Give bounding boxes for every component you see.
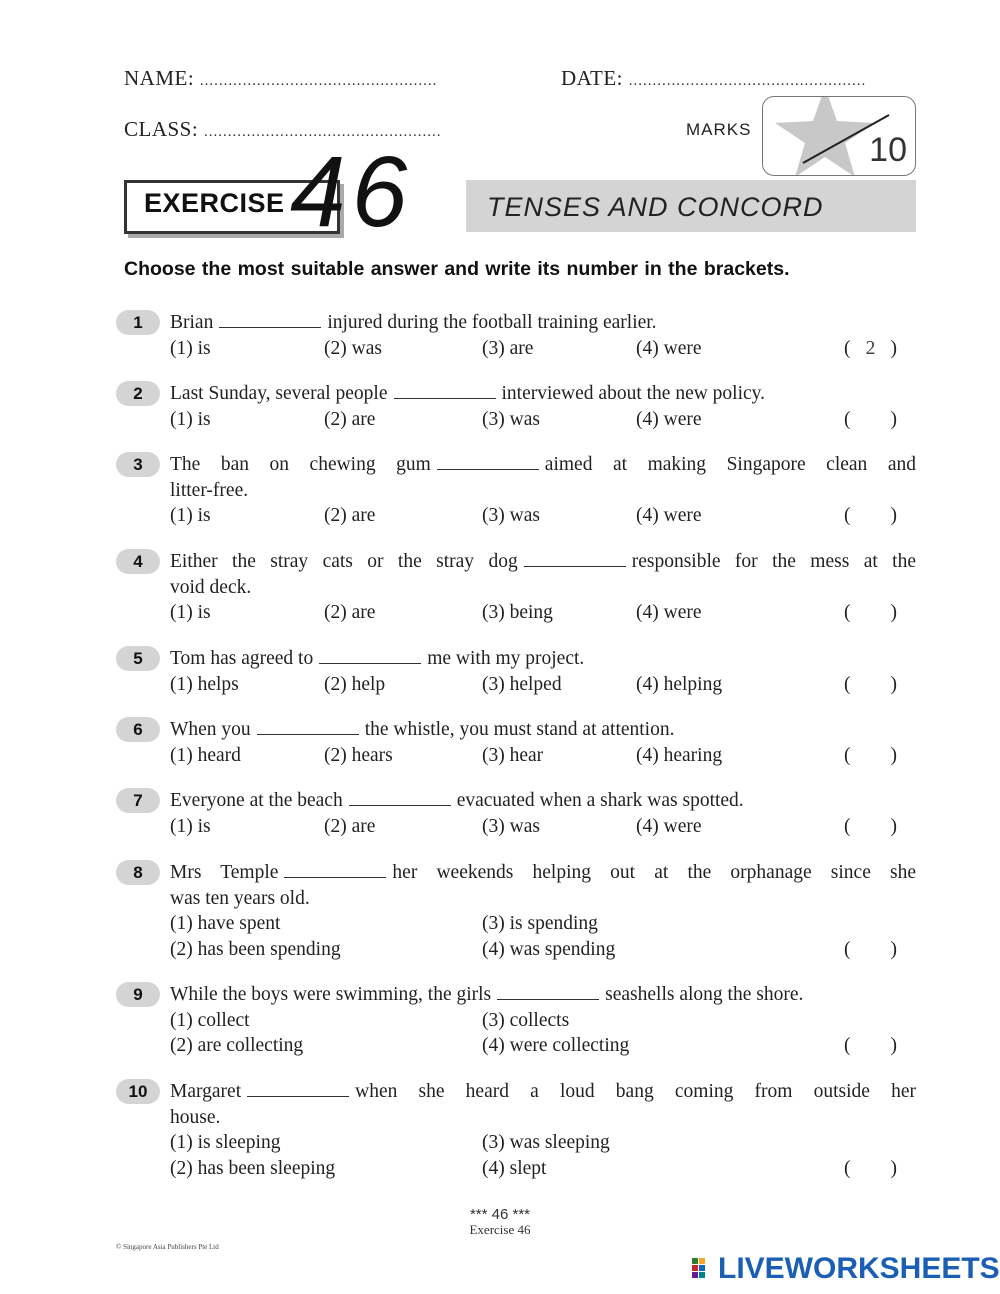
answer-option: (3) was sleeping [482,1132,610,1153]
bracket-close: ) [890,337,897,359]
answer-bracket [844,672,897,698]
question-text-continued: litter-free. [170,479,249,501]
answer-option: (3) is spending [482,913,598,934]
question-text-after: evacuated when a shark was spotted. [456,790,744,811]
bracket-open: ( [844,602,851,623]
question-text [170,717,916,743]
answer-bracket [844,407,897,433]
answer-bracket [844,1156,897,1182]
question-text-before: Brian [170,312,214,333]
question-number: 2 [116,381,160,406]
date-field[interactable]: .................................................. [628,73,867,89]
bracket-open: ( [844,938,851,960]
answer-option: (1) collect [170,1009,250,1031]
answer-option: (3) helped [482,673,562,695]
bracket-open: ( [844,815,851,837]
answer-option: (2) has been spending [170,938,341,960]
answer-option: (4) was spending [482,938,616,960]
question-text-before: While the boys were swimming, the girls [170,984,492,1005]
class-label: CLASS: .................................................. [124,117,442,141]
answer-option: (1) is [170,337,211,359]
question-text-continued: house. [170,1106,221,1128]
answer-option: (2) are [324,815,376,837]
bracket-close: ) [890,673,897,695]
answer-option: (1) is [170,505,211,526]
question-text-after: responsible for the mess at the [631,551,916,572]
question-number: 5 [116,646,160,671]
answer-option: (4) were [636,408,702,430]
answer-blank [257,718,359,735]
bracket-close: ) [890,815,897,837]
answer-option: (3) are [482,337,534,359]
question-number: 9 [116,982,160,1007]
question-text-after: me with my project. [427,648,585,669]
answer-blank [219,311,321,328]
bracket-close: ) [890,938,897,960]
answer-blank [497,983,599,1000]
bracket-close: ) [890,1035,897,1056]
bracket-open: ( [844,744,851,766]
question-text [170,788,916,814]
question-number: 3 [116,452,160,477]
exercise-ref: Exercise 46 [469,1222,531,1237]
date-label: DATE: .................................................. [561,66,867,90]
question-text-after: injured during the football training earlier. [327,312,657,333]
answer-bracket [844,1033,897,1059]
exercise-number: 46 [290,136,414,248]
answer-option: (1) is [170,815,211,837]
answer-bracket [844,814,897,840]
question-text [170,646,916,672]
answer-blank [319,647,421,664]
question-text [170,452,916,478]
answer-option: (4) slept [482,1157,547,1179]
question-text-after: aimed at making Singapore clean and [544,454,916,475]
answer-bracket [844,600,897,626]
answer-option: (3) was [482,815,540,837]
name-label: NAME: .................................................. [124,66,438,90]
question-text-after: when she heard a loud bang coming from outside her [355,1081,916,1102]
question-text [170,381,916,407]
question-number: 8 [116,860,160,885]
question-text-before: Everyone at the beach [170,790,343,811]
answer-option: (1) heard [170,744,241,766]
answer-blank [349,789,451,806]
answer-blank [394,382,496,399]
exercise-title: TENSES AND CONCORD [487,192,824,222]
answer-option: (3) hear [482,744,544,766]
answer-option: (4) were [636,602,702,623]
answer-option: (2) are [324,602,376,623]
question-text-before: Either the stray cats or the stray dog [170,551,518,572]
answer-option: (3) was [482,505,540,526]
question-text-before: Margaret [170,1081,242,1102]
bracket-open: ( [844,1157,851,1179]
exercise-word: EXERCISE [144,188,285,218]
marks-label: MARKS [686,120,752,139]
answer-option: (4) were [636,505,702,526]
question-text [170,310,916,336]
answer-option: (3) was [482,408,540,430]
bracket-close: ) [890,744,897,766]
answer-option: (2) are [324,408,376,430]
answer-blank [284,861,386,878]
question-text-after: the whistle, you must stand at attention. [364,719,675,740]
answer-option: (4) were [636,815,702,837]
answer-option: (3) collects [482,1009,570,1031]
bracket-close: ) [890,408,897,430]
answer-option: (1) helps [170,673,239,695]
question-number: 7 [116,788,160,813]
answer-option: (1) is sleeping [170,1132,281,1153]
question-text [170,982,916,1008]
marks-box [762,96,916,176]
answer-bracket [844,503,897,529]
bracket-open: ( [844,673,851,695]
answer-blank [524,550,626,567]
answer-option: (3) being [482,602,553,623]
instruction: Choose the most suitable answer and write its number in the brackets. [124,258,790,280]
answer-option: (4) helping [636,673,723,695]
answer-blank [437,453,539,470]
bracket-close: ) [890,602,897,623]
answer-option: (2) has been sleeping [170,1157,336,1179]
answer-input[interactable]: 2 [865,337,876,359]
bracket-open: ( [844,505,851,526]
answer-bracket [844,937,897,963]
answer-option: (4) hearing [636,744,723,766]
answer-option: (2) are [324,505,376,526]
answer-option: (4) were collecting [482,1035,630,1056]
question-text [170,1079,916,1105]
question-text-after: her weekends helping out at the orphanage since she [392,862,917,883]
answer-option: (2) are collecting [170,1035,304,1056]
question-text-before: Mrs Temple [170,862,279,883]
answer-option: (1) is [170,408,211,430]
answer-option: (1) have spent [170,913,281,934]
answer-option: (4) were [636,337,702,359]
question-number: 10 [116,1079,160,1104]
answer-option: (2) was [324,337,382,359]
question-number: 1 [116,310,160,335]
bracket-open: ( [844,1035,851,1056]
answer-bracket [844,336,897,362]
question-text-continued: void deck. [170,576,252,598]
question-text-continued: was ten years old. [170,887,310,909]
question-text-before: The ban on chewing gum [170,454,431,475]
question-text [170,549,916,575]
bracket-close: ) [890,1157,897,1179]
bracket-open: ( [844,408,851,430]
bracket-close: ) [890,505,897,526]
question-number: 4 [116,549,160,574]
bracket-open: ( [844,337,851,359]
answer-option: (2) hears [324,744,393,766]
liveworksheets-brand[interactable]: LIVEWORKSHEETS [718,1252,1000,1285]
question-text [170,860,916,886]
name-field[interactable]: .................................................. [199,73,438,89]
class-field[interactable]: .................................................. [203,124,442,140]
answer-option: (2) help [324,673,386,695]
question-text-before: Last Sunday, several people [170,383,388,404]
answer-blank [247,1080,349,1097]
marks-total: 10 [869,131,907,169]
question-text-before: When you [170,719,251,740]
answer-option: (1) is [170,602,211,623]
question-text-before: Tom has agreed to [170,648,314,669]
answer-bracket [844,743,897,769]
question-number: 6 [116,717,160,742]
copyright: © Singapore Asia Publishers Pte Ltd [116,1243,219,1251]
liveworksheets-logo-icon [692,1258,714,1280]
question-text-after: interviewed about the new policy. [501,383,766,404]
page-number: *** 46 *** [469,1206,531,1223]
question-text-after: seashells along the shore. [605,984,804,1005]
